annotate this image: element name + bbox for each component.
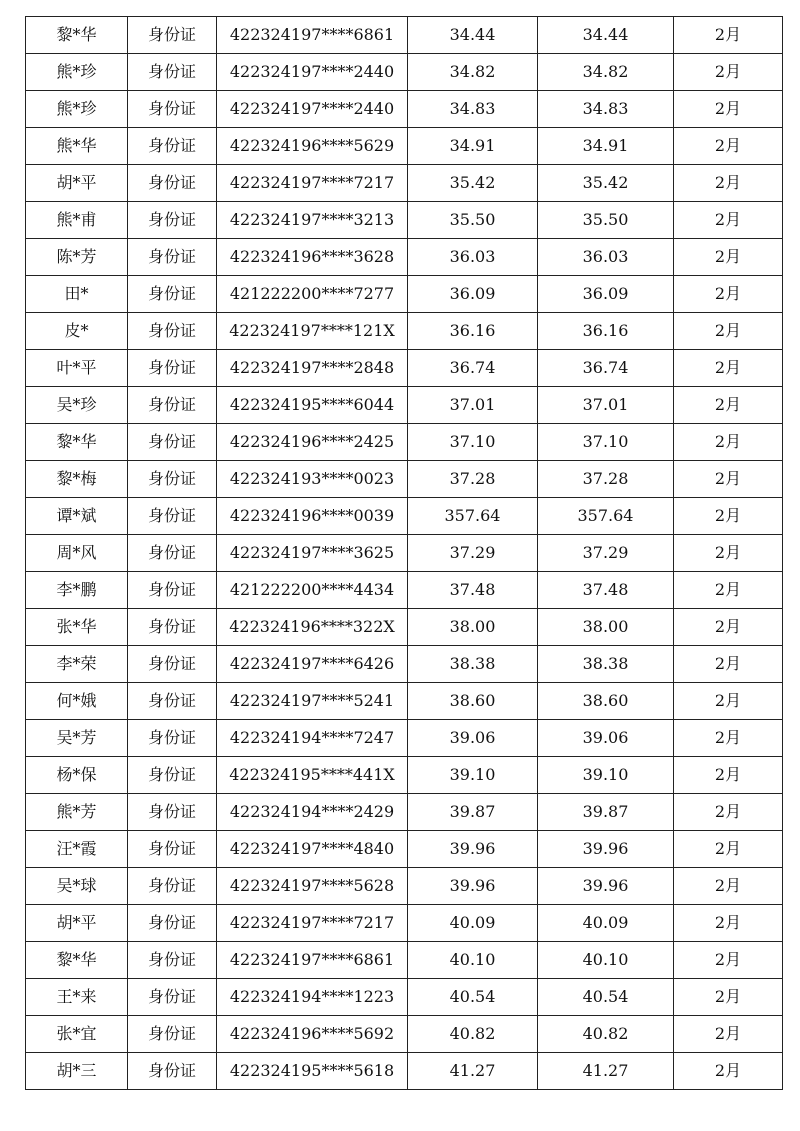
id-number-cell: 422324193****0023 <box>217 461 408 498</box>
amount-paid-cell: 39.87 <box>538 794 674 831</box>
month-cell: 2月 <box>674 831 783 868</box>
month-cell: 2月 <box>674 720 783 757</box>
amount-cell: 36.74 <box>408 350 538 387</box>
id-type-cell: 身份证 <box>128 831 217 868</box>
name-cell: 黎*华 <box>26 942 128 979</box>
amount-paid-cell: 34.44 <box>538 17 674 54</box>
id-type-cell: 身份证 <box>128 868 217 905</box>
month-cell: 2月 <box>674 794 783 831</box>
amount-cell: 34.91 <box>408 128 538 165</box>
table-row <box>26 794 783 831</box>
amount-cell: 37.28 <box>408 461 538 498</box>
id-number-cell: 422324196****322X <box>217 609 408 646</box>
amount-cell: 40.54 <box>408 979 538 1016</box>
id-type-cell: 身份证 <box>128 17 217 54</box>
id-number-cell: 422324195****6044 <box>217 387 408 424</box>
id-number-cell: 422324197****2848 <box>217 350 408 387</box>
name-cell: 吴*球 <box>26 868 128 905</box>
amount-cell: 37.10 <box>408 424 538 461</box>
amount-cell: 36.03 <box>408 239 538 276</box>
name-cell: 吴*珍 <box>26 387 128 424</box>
amount-cell: 38.60 <box>408 683 538 720</box>
id-number-cell: 422324197****6426 <box>217 646 408 683</box>
table-row <box>26 646 783 683</box>
table-row <box>26 313 783 350</box>
month-cell: 2月 <box>674 461 783 498</box>
id-number-cell: 422324194****7247 <box>217 720 408 757</box>
amount-cell: 34.83 <box>408 91 538 128</box>
amount-cell: 39.06 <box>408 720 538 757</box>
amount-paid-cell: 41.27 <box>538 1053 674 1090</box>
amount-paid-cell: 35.42 <box>538 165 674 202</box>
id-number-cell: 422324195****5618 <box>217 1053 408 1090</box>
name-cell: 熊*芳 <box>26 794 128 831</box>
amount-cell: 39.10 <box>408 757 538 794</box>
id-type-cell: 身份证 <box>128 54 217 91</box>
amount-paid-cell: 39.96 <box>538 868 674 905</box>
name-cell: 汪*霞 <box>26 831 128 868</box>
id-number-cell: 422324197****5628 <box>217 868 408 905</box>
id-type-cell: 身份证 <box>128 646 217 683</box>
amount-cell: 39.96 <box>408 831 538 868</box>
month-cell: 2月 <box>674 498 783 535</box>
name-cell: 李*鹏 <box>26 572 128 609</box>
month-cell: 2月 <box>674 313 783 350</box>
amount-cell: 40.10 <box>408 942 538 979</box>
amount-cell: 36.09 <box>408 276 538 313</box>
amount-paid-cell: 39.96 <box>538 831 674 868</box>
month-cell: 2月 <box>674 683 783 720</box>
id-type-cell: 身份证 <box>128 905 217 942</box>
id-type-cell: 身份证 <box>128 498 217 535</box>
amount-cell: 39.96 <box>408 868 538 905</box>
id-number-cell: 422324196****2425 <box>217 424 408 461</box>
id-type-cell: 身份证 <box>128 720 217 757</box>
id-type-cell: 身份证 <box>128 202 217 239</box>
id-type-cell: 身份证 <box>128 387 217 424</box>
id-type-cell: 身份证 <box>128 1016 217 1053</box>
month-cell: 2月 <box>674 1016 783 1053</box>
amount-cell: 39.87 <box>408 794 538 831</box>
amount-paid-cell: 38.00 <box>538 609 674 646</box>
amount-cell: 37.29 <box>408 535 538 572</box>
table-row <box>26 831 783 868</box>
name-cell: 张*华 <box>26 609 128 646</box>
name-cell: 叶*平 <box>26 350 128 387</box>
id-number-cell: 422324197****4840 <box>217 831 408 868</box>
id-type-cell: 身份证 <box>128 609 217 646</box>
table-row <box>26 609 783 646</box>
amount-paid-cell: 36.09 <box>538 276 674 313</box>
amount-cell: 36.16 <box>408 313 538 350</box>
name-cell: 何*娥 <box>26 683 128 720</box>
table-row <box>26 683 783 720</box>
id-number-cell: 422324197****2440 <box>217 91 408 128</box>
id-number-cell: 422324197****6861 <box>217 17 408 54</box>
month-cell: 2月 <box>674 350 783 387</box>
table-row <box>26 720 783 757</box>
amount-cell: 37.01 <box>408 387 538 424</box>
amount-paid-cell: 40.82 <box>538 1016 674 1053</box>
records-table-body <box>26 17 783 1090</box>
amount-paid-cell: 37.10 <box>538 424 674 461</box>
id-type-cell: 身份证 <box>128 757 217 794</box>
amount-paid-cell: 36.16 <box>538 313 674 350</box>
month-cell: 2月 <box>674 387 783 424</box>
id-type-cell: 身份证 <box>128 424 217 461</box>
name-cell: 黎*梅 <box>26 461 128 498</box>
id-type-cell: 身份证 <box>128 1053 217 1090</box>
id-type-cell: 身份证 <box>128 461 217 498</box>
name-cell: 杨*保 <box>26 757 128 794</box>
amount-paid-cell: 37.01 <box>538 387 674 424</box>
table-row <box>26 17 783 54</box>
name-cell: 皮* <box>26 313 128 350</box>
amount-cell: 40.09 <box>408 905 538 942</box>
name-cell: 吴*芳 <box>26 720 128 757</box>
amount-paid-cell: 38.38 <box>538 646 674 683</box>
id-type-cell: 身份证 <box>128 276 217 313</box>
id-type-cell: 身份证 <box>128 350 217 387</box>
name-cell: 谭*斌 <box>26 498 128 535</box>
id-number-cell: 422324197****7217 <box>217 165 408 202</box>
table-row <box>26 239 783 276</box>
id-number-cell: 421222200****4434 <box>217 572 408 609</box>
id-number-cell: 422324197****2440 <box>217 54 408 91</box>
table-row <box>26 350 783 387</box>
amount-paid-cell: 37.48 <box>538 572 674 609</box>
id-type-cell: 身份证 <box>128 683 217 720</box>
id-type-cell: 身份证 <box>128 942 217 979</box>
table-row <box>26 535 783 572</box>
records-table <box>25 16 783 1090</box>
month-cell: 2月 <box>674 165 783 202</box>
id-type-cell: 身份证 <box>128 128 217 165</box>
name-cell: 熊*珍 <box>26 54 128 91</box>
table-row <box>26 424 783 461</box>
name-cell: 熊*珍 <box>26 91 128 128</box>
name-cell: 田* <box>26 276 128 313</box>
table-row <box>26 387 783 424</box>
id-type-cell: 身份证 <box>128 794 217 831</box>
table-row <box>26 905 783 942</box>
amount-paid-cell: 34.83 <box>538 91 674 128</box>
amount-paid-cell: 35.50 <box>538 202 674 239</box>
month-cell: 2月 <box>674 202 783 239</box>
amount-cell: 34.44 <box>408 17 538 54</box>
amount-cell: 41.27 <box>408 1053 538 1090</box>
amount-cell: 34.82 <box>408 54 538 91</box>
id-type-cell: 身份证 <box>128 165 217 202</box>
name-cell: 黎*华 <box>26 424 128 461</box>
amount-paid-cell: 39.06 <box>538 720 674 757</box>
table-row <box>26 757 783 794</box>
id-type-cell: 身份证 <box>128 979 217 1016</box>
table-row <box>26 868 783 905</box>
id-type-cell: 身份证 <box>128 535 217 572</box>
month-cell: 2月 <box>674 239 783 276</box>
amount-cell: 37.48 <box>408 572 538 609</box>
amount-cell: 35.50 <box>408 202 538 239</box>
amount-paid-cell: 36.74 <box>538 350 674 387</box>
id-type-cell: 身份证 <box>128 572 217 609</box>
month-cell: 2月 <box>674 757 783 794</box>
amount-paid-cell: 37.28 <box>538 461 674 498</box>
id-type-cell: 身份证 <box>128 91 217 128</box>
id-number-cell: 422324196****3628 <box>217 239 408 276</box>
id-number-cell: 422324197****121X <box>217 313 408 350</box>
amount-cell: 357.64 <box>408 498 538 535</box>
month-cell: 2月 <box>674 646 783 683</box>
amount-paid-cell: 38.60 <box>538 683 674 720</box>
id-number-cell: 422324197****3213 <box>217 202 408 239</box>
amount-paid-cell: 39.10 <box>538 757 674 794</box>
amount-paid-cell: 40.09 <box>538 905 674 942</box>
amount-paid-cell: 37.29 <box>538 535 674 572</box>
id-number-cell: 422324195****441X <box>217 757 408 794</box>
table-row <box>26 572 783 609</box>
month-cell: 2月 <box>674 276 783 313</box>
amount-cell: 35.42 <box>408 165 538 202</box>
table-row <box>26 1016 783 1053</box>
month-cell: 2月 <box>674 17 783 54</box>
amount-paid-cell: 40.10 <box>538 942 674 979</box>
id-type-cell: 身份证 <box>128 239 217 276</box>
amount-paid-cell: 40.54 <box>538 979 674 1016</box>
name-cell: 李*荣 <box>26 646 128 683</box>
month-cell: 2月 <box>674 942 783 979</box>
id-number-cell: 422324196****0039 <box>217 498 408 535</box>
id-number-cell: 422324197****5241 <box>217 683 408 720</box>
amount-paid-cell: 357.64 <box>538 498 674 535</box>
name-cell: 胡*平 <box>26 905 128 942</box>
id-number-cell: 422324196****5692 <box>217 1016 408 1053</box>
amount-paid-cell: 34.82 <box>538 54 674 91</box>
month-cell: 2月 <box>674 905 783 942</box>
amount-cell: 38.00 <box>408 609 538 646</box>
name-cell: 黎*华 <box>26 17 128 54</box>
id-number-cell: 422324196****5629 <box>217 128 408 165</box>
table-row <box>26 979 783 1016</box>
month-cell: 2月 <box>674 54 783 91</box>
amount-cell: 40.82 <box>408 1016 538 1053</box>
id-number-cell: 422324194****2429 <box>217 794 408 831</box>
id-number-cell: 421222200****7277 <box>217 276 408 313</box>
id-number-cell: 422324197****3625 <box>217 535 408 572</box>
name-cell: 胡*平 <box>26 165 128 202</box>
table-row <box>26 276 783 313</box>
month-cell: 2月 <box>674 979 783 1016</box>
table-row <box>26 54 783 91</box>
name-cell: 熊*甫 <box>26 202 128 239</box>
table-row <box>26 202 783 239</box>
month-cell: 2月 <box>674 128 783 165</box>
id-number-cell: 422324194****1223 <box>217 979 408 1016</box>
amount-paid-cell: 36.03 <box>538 239 674 276</box>
name-cell: 陈*芳 <box>26 239 128 276</box>
amount-paid-cell: 34.91 <box>538 128 674 165</box>
amount-cell: 38.38 <box>408 646 538 683</box>
table-row <box>26 498 783 535</box>
table-row <box>26 942 783 979</box>
name-cell: 周*风 <box>26 535 128 572</box>
table-row <box>26 128 783 165</box>
id-number-cell: 422324197****7217 <box>217 905 408 942</box>
month-cell: 2月 <box>674 1053 783 1090</box>
id-type-cell: 身份证 <box>128 313 217 350</box>
month-cell: 2月 <box>674 868 783 905</box>
name-cell: 胡*三 <box>26 1053 128 1090</box>
month-cell: 2月 <box>674 572 783 609</box>
table-row <box>26 1053 783 1090</box>
id-number-cell: 422324197****6861 <box>217 942 408 979</box>
month-cell: 2月 <box>674 535 783 572</box>
table-row <box>26 91 783 128</box>
month-cell: 2月 <box>674 609 783 646</box>
month-cell: 2月 <box>674 91 783 128</box>
name-cell: 张*宜 <box>26 1016 128 1053</box>
name-cell: 熊*华 <box>26 128 128 165</box>
table-row <box>26 461 783 498</box>
name-cell: 王*来 <box>26 979 128 1016</box>
table-row <box>26 165 783 202</box>
month-cell: 2月 <box>674 424 783 461</box>
